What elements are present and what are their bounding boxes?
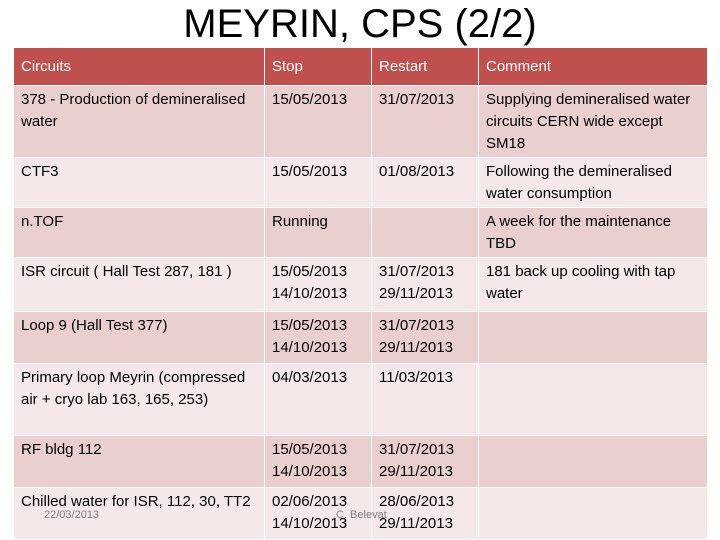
comment-cell: Supplying demineralised water circuits CERN wide except SM18 bbox=[479, 86, 708, 158]
restart-cell: 31/07/2013 29/11/2013 bbox=[372, 258, 479, 312]
restart-cell: 11/03/2013 bbox=[372, 364, 479, 436]
restart-cell: 31/07/2013 29/11/2013 bbox=[372, 436, 479, 488]
table-row bbox=[14, 258, 708, 312]
circuit-cell: Chilled water for ISR, 112, 30, TT2 bbox=[14, 488, 265, 540]
circuit-cell: ISR circuit ( Hall Test 287, 181 ) bbox=[14, 258, 265, 312]
table-row bbox=[14, 436, 708, 488]
circuit-cell: RF bldg 112 bbox=[14, 436, 265, 488]
comment-cell: A week for the maintenance TBD bbox=[479, 208, 708, 258]
table-row bbox=[14, 86, 708, 158]
restart-cell: 01/08/2013 bbox=[372, 158, 479, 208]
footer-author: C. Belevat bbox=[336, 509, 387, 521]
comment-cell bbox=[479, 436, 708, 488]
restart-cell bbox=[372, 208, 479, 258]
restart-cell: 31/07/2013 bbox=[372, 86, 479, 158]
stop-cell: 15/05/2013 bbox=[265, 86, 372, 158]
table-row bbox=[14, 312, 708, 364]
comment-cell bbox=[479, 312, 708, 364]
header-stop: Stop bbox=[265, 48, 372, 86]
slide-title: MEYRIN, CPS (2/2) bbox=[183, 2, 537, 46]
table-row bbox=[14, 364, 708, 436]
table-header-row bbox=[14, 48, 708, 86]
stop-cell: 15/05/2013 bbox=[265, 158, 372, 208]
stop-cell: Running bbox=[265, 208, 372, 258]
comment-cell bbox=[479, 488, 708, 540]
comment-cell: 181 back up cooling with tap water bbox=[479, 258, 708, 312]
circuit-cell: Loop 9 (Hall Test 377) bbox=[14, 312, 265, 364]
comment-cell: Following the demineralised water consumption bbox=[479, 158, 708, 208]
circuit-cell: Primary loop Meyrin (compressed air + cryo lab 163, 165, 253) bbox=[14, 364, 265, 436]
table-row bbox=[14, 208, 708, 258]
comment-cell bbox=[479, 364, 708, 436]
stop-cell: 04/03/2013 bbox=[265, 364, 372, 436]
header-circuits: Circuits bbox=[14, 48, 265, 86]
circuits-table bbox=[13, 47, 708, 540]
circuit-cell: n.TOF bbox=[14, 208, 265, 258]
restart-cell: 28/06/2013 29/11/2013 bbox=[372, 488, 479, 540]
stop-cell: 15/05/2013 14/10/2013 bbox=[265, 312, 372, 364]
header-restart: Restart bbox=[372, 48, 479, 86]
circuit-cell: CTF3 bbox=[14, 158, 265, 208]
stop-cell: 15/05/2013 14/10/2013 bbox=[265, 436, 372, 488]
restart-cell: 31/07/2013 29/11/2013 bbox=[372, 312, 479, 364]
table-row bbox=[14, 158, 708, 208]
circuit-cell: 378 - Production of demineralised water bbox=[14, 86, 265, 158]
header-comment: Comment bbox=[479, 48, 708, 86]
stop-cell: 02/06/2013 14/10/2013 bbox=[265, 488, 372, 540]
footer-date: 22/03/2013 bbox=[44, 509, 100, 521]
stop-cell: 15/05/2013 14/10/2013 bbox=[265, 258, 372, 312]
